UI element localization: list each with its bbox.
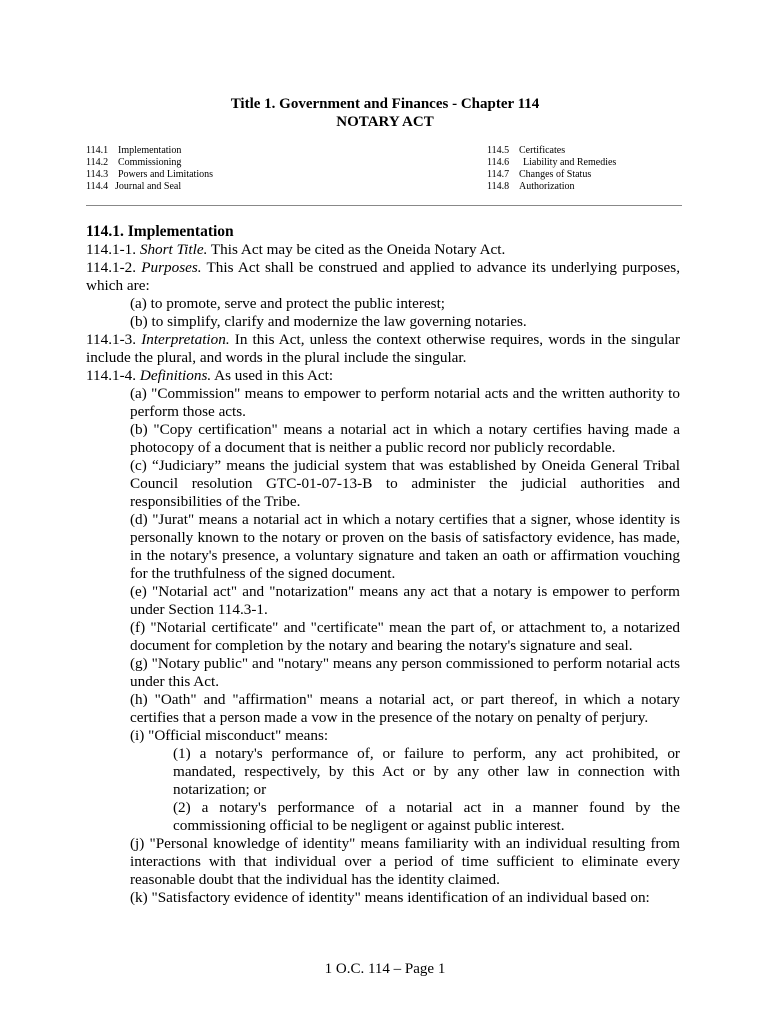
definition-i-1: (1) a notary's performance of, or failure to perform, any act prohibited, or mandated, respectively, by this Act or by any other law in connection with notarization; or	[173, 745, 680, 798]
table-of-contents-right	[487, 145, 616, 193]
subsection-definitions: 114.1-4. Definitions. As used in this Act:	[86, 367, 334, 384]
definition-g: (g) "Notary public" and "notary" means any person commissioned to perform notarial acts under this Act.	[130, 655, 680, 690]
page-footer: 1 O.C. 114 – Page 1	[324, 961, 446, 977]
definition-f: (f) "Notarial certificate" and "certificate" mean the part of, or attachment to, a notarized document for completion by the notary and bearing the notary's signature and seal.	[130, 619, 680, 654]
purpose-item-a: (a) to promote, serve and protect the public interest;	[130, 295, 446, 312]
subsection-short-title: 114.1-1. Short Title. This Act may be cited as the Oneida Notary Act.	[86, 241, 506, 258]
definition-k: (k) "Satisfactory evidence of identity" means identification of an individual based on:	[130, 889, 650, 906]
definition-c: (c) “Judiciary” means the judicial system that was established by Oneida General Tribal Council resolution GTC-01-07-13-B to administer the judicial authorities and responsibilities of the Tribe.	[130, 457, 680, 510]
toc-item[interactable]: 114.3 Powers and Limitations	[86, 169, 213, 180]
toc-item[interactable]: 114.1 Implementation	[86, 145, 182, 156]
toc-item[interactable]: 114.8 Authorization	[487, 181, 575, 192]
definition-i: (i) "Official misconduct" means:	[130, 727, 329, 744]
toc-item[interactable]: 114.6 Liability and Remedies	[487, 157, 617, 168]
horizontal-divider	[86, 205, 682, 206]
definition-b: (b) "Copy certification" means a notarial act in which a notary certifies having made a photocopy of a document that is neither a public record nor publicly recordable.	[130, 421, 680, 456]
subsection-purposes: 114.1-2. Purposes. This Act shall be construed and applied to advance its underlying purposes, which are:	[86, 259, 680, 294]
section-heading: 114.1. Implementation	[86, 223, 234, 240]
definition-d: (d) "Jurat" means a notarial act in which a notary certifies that a signer, whose identity is personally known to the notary or proven on the basis of satisfactory evidence, has made, in the notary's presence, a voluntary signature and taken an oath or affirmation vouching for the truthfulness of the signed document.	[130, 511, 680, 582]
definition-e: (e) "Notarial act" and "notarization" means any act that a notary is empower to perform under Section 114.3-1.	[130, 583, 680, 618]
definition-a: (a) "Commission" means to empower to perform notarial acts and the written authority to perform those acts.	[130, 385, 680, 420]
toc-item[interactable]: 114.7 Changes of Status	[487, 169, 592, 180]
toc-item[interactable]: 114.4 Journal and Seal	[86, 181, 182, 192]
purpose-item-b: (b) to simplify, clarify and modernize the law governing notaries.	[130, 313, 527, 330]
definition-i-2: (2) a notary's performance of a notarial act in a manner found by the commissioning official to be negligent or against public interest.	[173, 799, 680, 834]
title-line-1: Title 1. Government and Finances - Chapter 114	[230, 96, 540, 112]
document-body	[86, 223, 680, 907]
subsection-interpretation: 114.1-3. Interpretation. In this Act, unless the context otherwise requires, words in the singular include the plural, and words in the plural include the singular.	[86, 331, 680, 366]
toc-item[interactable]: 114.2 Commissioning	[86, 157, 182, 168]
document-title	[0, 95, 770, 131]
toc-item[interactable]: 114.5 Certificates	[487, 145, 566, 156]
table-of-contents-left	[86, 145, 213, 193]
definition-h: (h) "Oath" and "affirmation" means a notarial act, or part thereof, in which a notary certifies that a person made a vow in the presence of the notary on penalty of perjury.	[130, 691, 680, 726]
title-line-2: NOTARY ACT	[336, 114, 434, 130]
definition-j: (j) "Personal knowledge of identity" means familiarity with an individual resulting from interactions with that individual over a period of time sufficient to eliminate every reasonable doubt that the individual has the identity claimed.	[130, 835, 680, 888]
